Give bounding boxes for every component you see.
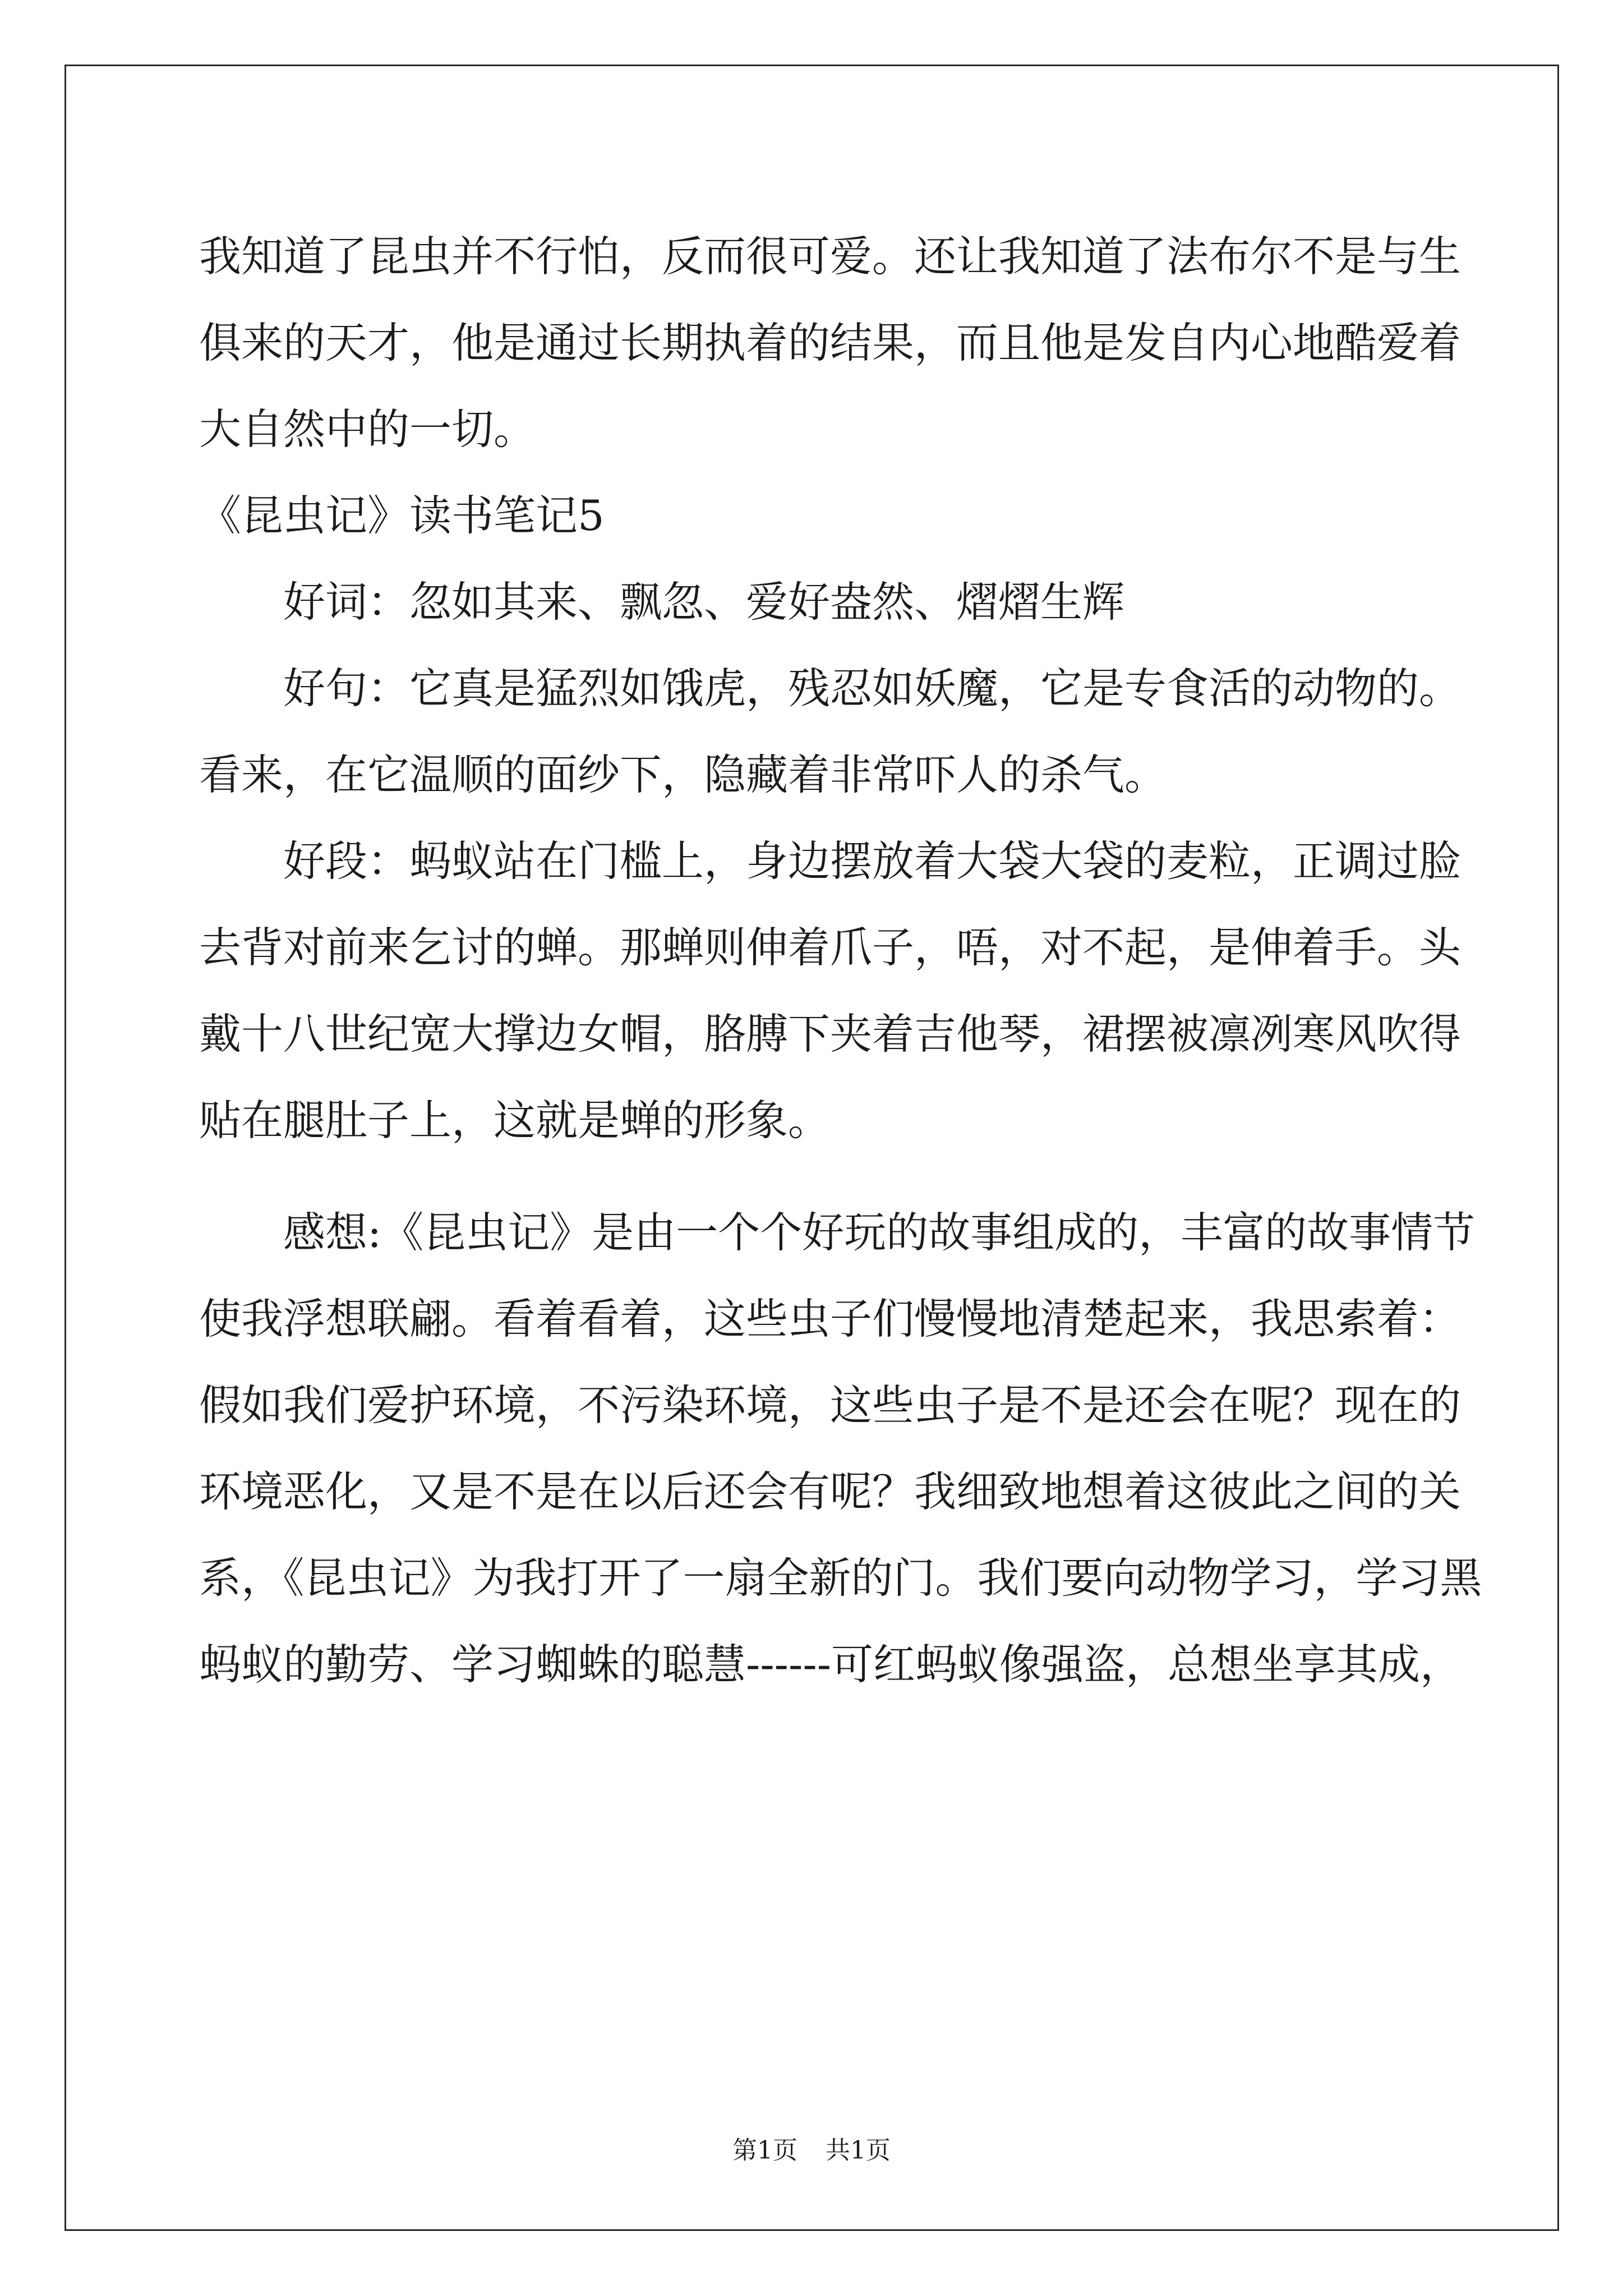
paragraph-line: 去背对前来乞讨的蝉。那蝉则伸着爪子，唔，对不起，是伸着手。头 xyxy=(199,923,1461,972)
document-body xyxy=(199,213,1482,1708)
good-paragraph-line: 好段：蚂蚁站在门槛上，身边摆放着大袋大袋的麦粒，正调过脸 xyxy=(283,836,1461,886)
paragraph-line: 假如我们爱护环境，不污染环境，这些虫子是不是还会在呢？现在的 xyxy=(199,1381,1461,1430)
page-number-current: 第1页 xyxy=(732,2136,797,2165)
paragraph-line: 大自然中的一切。 xyxy=(199,404,536,454)
good-words-line: 好词：忽如其来、飘忽、爱好盎然、熠熠生辉 xyxy=(283,577,1125,627)
paragraph-line: 蚂蚁的勤劳、学习蜘蛛的聪慧------可红蚂蚁像强盗，总想坐享其成， xyxy=(199,1640,1463,1689)
good-sentence-line: 好句：它真是猛烈如饿虎，残忍如妖魔，它是专食活的动物的。 xyxy=(283,664,1461,713)
paragraph-line: 使我浮想联翩。看着看着，这些虫子们慢慢地清楚起来，我思索着： xyxy=(199,1294,1461,1343)
section-heading: 《昆虫记》读书笔记5 xyxy=(199,491,605,540)
paragraph-line: 看来，在它温顺的面纱下，隐藏着非常吓人的杀气。 xyxy=(199,750,1167,799)
paragraph-line: 贴在腿肚子上，这就是蝉的形象。 xyxy=(199,1096,831,1145)
reflection-line: 感想:《昆虫记》是由一个个好玩的故事组成的，丰富的故事情节 xyxy=(283,1208,1476,1257)
page-footer xyxy=(0,2135,1623,2166)
paragraph-line: 我知道了昆虫并不行怕，反而很可爱。还让我知道了法布尔不是与生 xyxy=(199,232,1461,281)
paragraph-line: 环境恶化，又是不是在以后还会有呢？我细致地想着这彼此之间的关 xyxy=(199,1467,1461,1516)
paragraph-line: 系，《昆虫记》为我打开了一扇全新的门。我们要向动物学习，学习黑 xyxy=(199,1553,1482,1603)
paragraph-line: 俱来的天才，他是通过长期执着的结果，而且他是发自内心地酷爱着 xyxy=(199,318,1461,367)
page-number-total: 共1页 xyxy=(826,2136,891,2165)
paragraph-gap xyxy=(199,1163,1433,1189)
paragraph-line: 戴十八世纪宽大撑边女帽，胳膊下夹着吉他琴，裙摆被凛冽寒风吹得 xyxy=(199,1009,1461,1059)
